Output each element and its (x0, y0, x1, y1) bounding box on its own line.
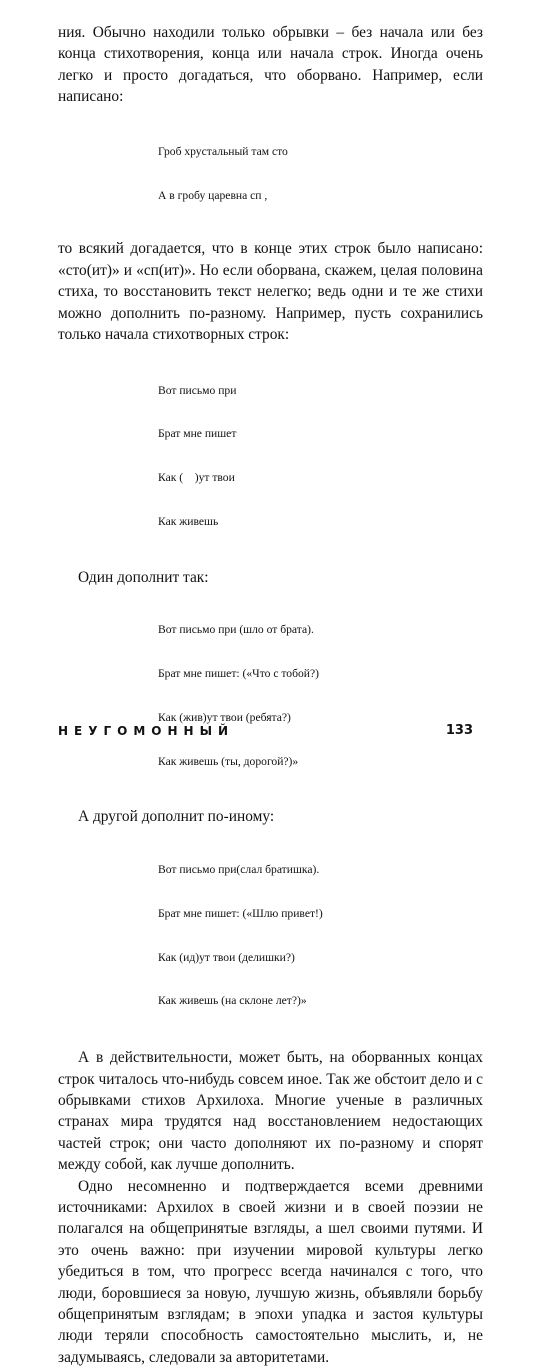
verse-intro-d: А другой дополнит по-иному: (78, 808, 275, 826)
page-body (58, 22, 483, 1368)
paragraph-top: ния. Обычно находили только обрывки – без начала или без конца стихотворения, конца или начала строк. Иногда очень легко и просто догадаться, что оборвано. Например, если написано: (58, 24, 483, 106)
page-footer (58, 724, 483, 744)
verse-line: Брат мне пишет: («Шлю привет!) (158, 906, 323, 920)
verse-line: Как живешь (158, 514, 219, 528)
verse-line: А в гробу царевна сп , (158, 188, 268, 202)
verse-line: Вот письмо при (158, 383, 237, 397)
verse-line: Как живешь (на склоне лет?)» (158, 994, 307, 1008)
paragraph-final: Одно несомненно и подтверждается всеми древними источниками: Архилох в своей жизни и в своей поэзии не полагался на общепринятые взгляды, а шел своими путями. И это очень важно: при изучении мировой культуры легко убедиться в том, что прогресс всегда начинался с того, что люди, боровшиеся за новую, лучшую жизнь, объявляли борьбу общепринятым взглядам; в эпохи упадка и застоя культуры люди теряли способность самостоятельно мыслить, и, не задумываясь, следовали за авторитетами. (58, 1177, 483, 1366)
verse-line: Брат мне пишет: («Что с тобой?) (158, 667, 319, 681)
verse-block-a (158, 116, 483, 233)
verse-block-b (158, 354, 483, 558)
verse-line: Как ( )ут твои (158, 471, 235, 485)
verse-line: Как (жив)ут твои (ребята?) (158, 710, 291, 724)
running-title: НЕУГОМОННЫЙ (58, 724, 235, 738)
verse-line: Как (ид)ут твои (делишки?) (158, 950, 295, 964)
paragraph-middle: то всякий догадается, что в конце этих строк было написано: «сто(ит)» и «сп(ит)». Но если оборвана, скажем, целая половина стиха, то восстановить текст нелегко; ведь одни и те же стихи можно дополнить по-разному. Например, пусть сохранились только начала стихотворных строк: (58, 240, 483, 343)
verse-line: Брат мне пишет (158, 427, 237, 441)
verse-block-d (158, 834, 483, 1038)
page-number: 133 (445, 723, 473, 738)
verse-block-c (158, 594, 483, 798)
verse-line: Вот письмо при (шло от брата). (158, 623, 314, 637)
verse-line: Гроб хрустальный там сто (158, 144, 288, 158)
verse-intro-c: Один дополнит так: (78, 568, 209, 586)
verse-line: Как живешь (ты, дорогой?)» (158, 754, 299, 768)
paragraph-reality: А в действительности, может быть, на оборванных концах строк читалось что-нибудь совсем иное. Так же обстоит дело и с обрывками стихов Архилоха. Многие ученые в различных странах мира трудятся над восстановлением недостающих частей строк; они часто дополняют их по-разному и спорят между собой, как лучше дополнить. (58, 1049, 483, 1174)
verse-line: Вот письмо при(слал братишка). (158, 863, 320, 877)
